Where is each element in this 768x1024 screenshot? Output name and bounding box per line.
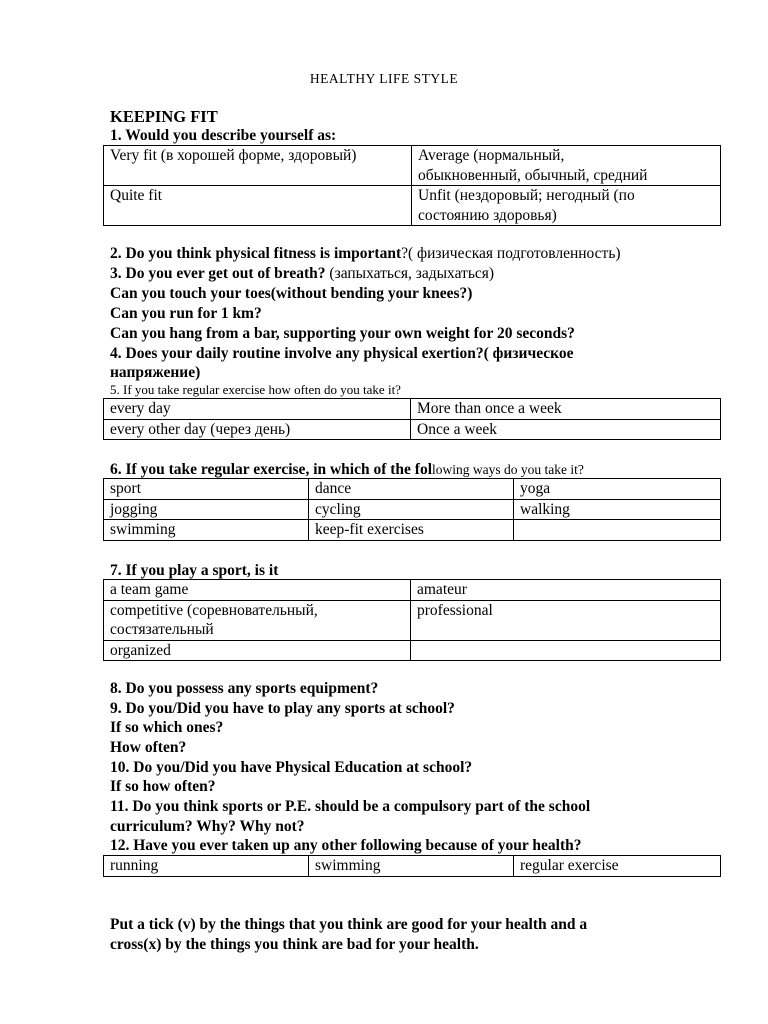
table-cell: jogging [104,499,309,520]
table-row [104,499,721,520]
section-heading: KEEPING FIT [110,107,218,126]
footer-instruction-line2: cross(x) by the things you think are bad for your health. [110,936,479,953]
question-3 [110,264,494,283]
question-9b: How often? [110,739,187,756]
question-2-text: 2. Do you think physical fitness is important [110,245,402,262]
question-4-line2: напряжение) [110,364,201,381]
cell-line: обыкновенный, обычный, средний [418,166,648,184]
table-row [104,146,721,186]
question-3a: Can you touch your toes(without bending your knees?) [110,285,473,302]
table-row [104,600,721,640]
question-8: 8. Do you possess any sports equipment? [110,680,379,697]
cell-line: состязательный [110,621,214,638]
fitness-level-table [103,145,721,226]
question-2 [110,244,621,263]
table-cell: dance [309,479,514,500]
table-cell [411,640,721,661]
table-cell: every day [104,399,411,420]
table-cell [104,600,411,640]
health-activity-table [103,855,721,877]
table-cell: keep-fit exercises [309,520,514,541]
question-1: 1. Would you describe yourself as: [110,127,337,144]
question-6-text: 6. If you take regular exercise, in which of the fol [110,461,433,478]
table-row [104,419,721,440]
question-5: 5. If you take regular exercise how often do you take it? [110,382,401,397]
table-cell [412,186,721,226]
cell-line: Average (нормальный, [418,147,565,164]
question-3b: Can you run for 1 km? [110,305,262,322]
table-cell: cycling [309,499,514,520]
table-cell: regular exercise [514,856,721,877]
table-cell: yoga [514,479,721,500]
table-cell: running [104,856,309,877]
table-row [104,856,721,877]
question-11-line2: curriculum? Why? Why not? [110,818,305,835]
page-title: HEALTHY LIFE STYLE [309,71,459,86]
table-cell [514,520,721,541]
table-cell: Quite fit [104,186,412,226]
question-4-line1: 4. Does your daily routine involve any physical exertion?( физическое [110,345,574,362]
table-cell: More than once a week [411,399,721,420]
table-cell: amateur [411,580,721,601]
table-row [104,580,721,601]
table-cell: swimming [104,520,309,541]
question-12: 12. Have you ever taken up any other following because of your health? [110,837,582,854]
table-row [104,479,721,500]
question-3-translation: (запыхаться, задыхаться) [325,265,495,282]
question-9: 9. Do you/Did you have to play any sports at school? [110,700,455,717]
table-cell [412,146,721,186]
question-10a: If so how often? [110,778,216,795]
table-cell: walking [514,499,721,520]
question-11-line1: 11. Do you think sports or P.E. should be a compulsory part of the school [110,798,591,815]
question-7: 7. If you play a sport, is it [110,562,279,579]
exercise-frequency-table [103,398,721,440]
question-2-translation: ?( физическая подготовленность) [401,245,621,262]
table-cell: Once a week [411,419,721,440]
table-cell: professional [411,600,721,640]
table-cell: Very fit (в хорошей форме, здоровый) [104,146,412,186]
table-cell: a team game [104,580,411,601]
sport-type-table [103,579,721,661]
table-cell: every other day (через день) [104,419,411,440]
question-3-text: 3. Do you ever get out of breath? [110,265,326,282]
table-row [104,520,721,541]
table-cell: organized [104,640,411,661]
question-3c: Can you hang from a bar, supporting your own weight for 20 seconds? [110,325,575,342]
table-cell: swimming [309,856,514,877]
table-row [104,186,721,226]
table-row [104,640,721,661]
cell-line: состоянию здоровья) [418,206,557,224]
question-6-rest: lowing ways do you take it? [432,462,584,477]
question-10: 10. Do you/Did you have Physical Education at school? [110,759,473,776]
exercise-type-table [103,478,721,541]
cell-line: competitive (соревновательный, [110,601,318,619]
table-row [104,399,721,420]
footer-instruction-line1: Put a tick (v) by the things that you think are good for your health and a [110,916,588,933]
question-6 [110,460,584,479]
cell-line: Unfit (нездоровый; негодный (по [418,187,635,204]
question-9a: If so which ones? [110,719,224,736]
table-cell: sport [104,479,309,500]
